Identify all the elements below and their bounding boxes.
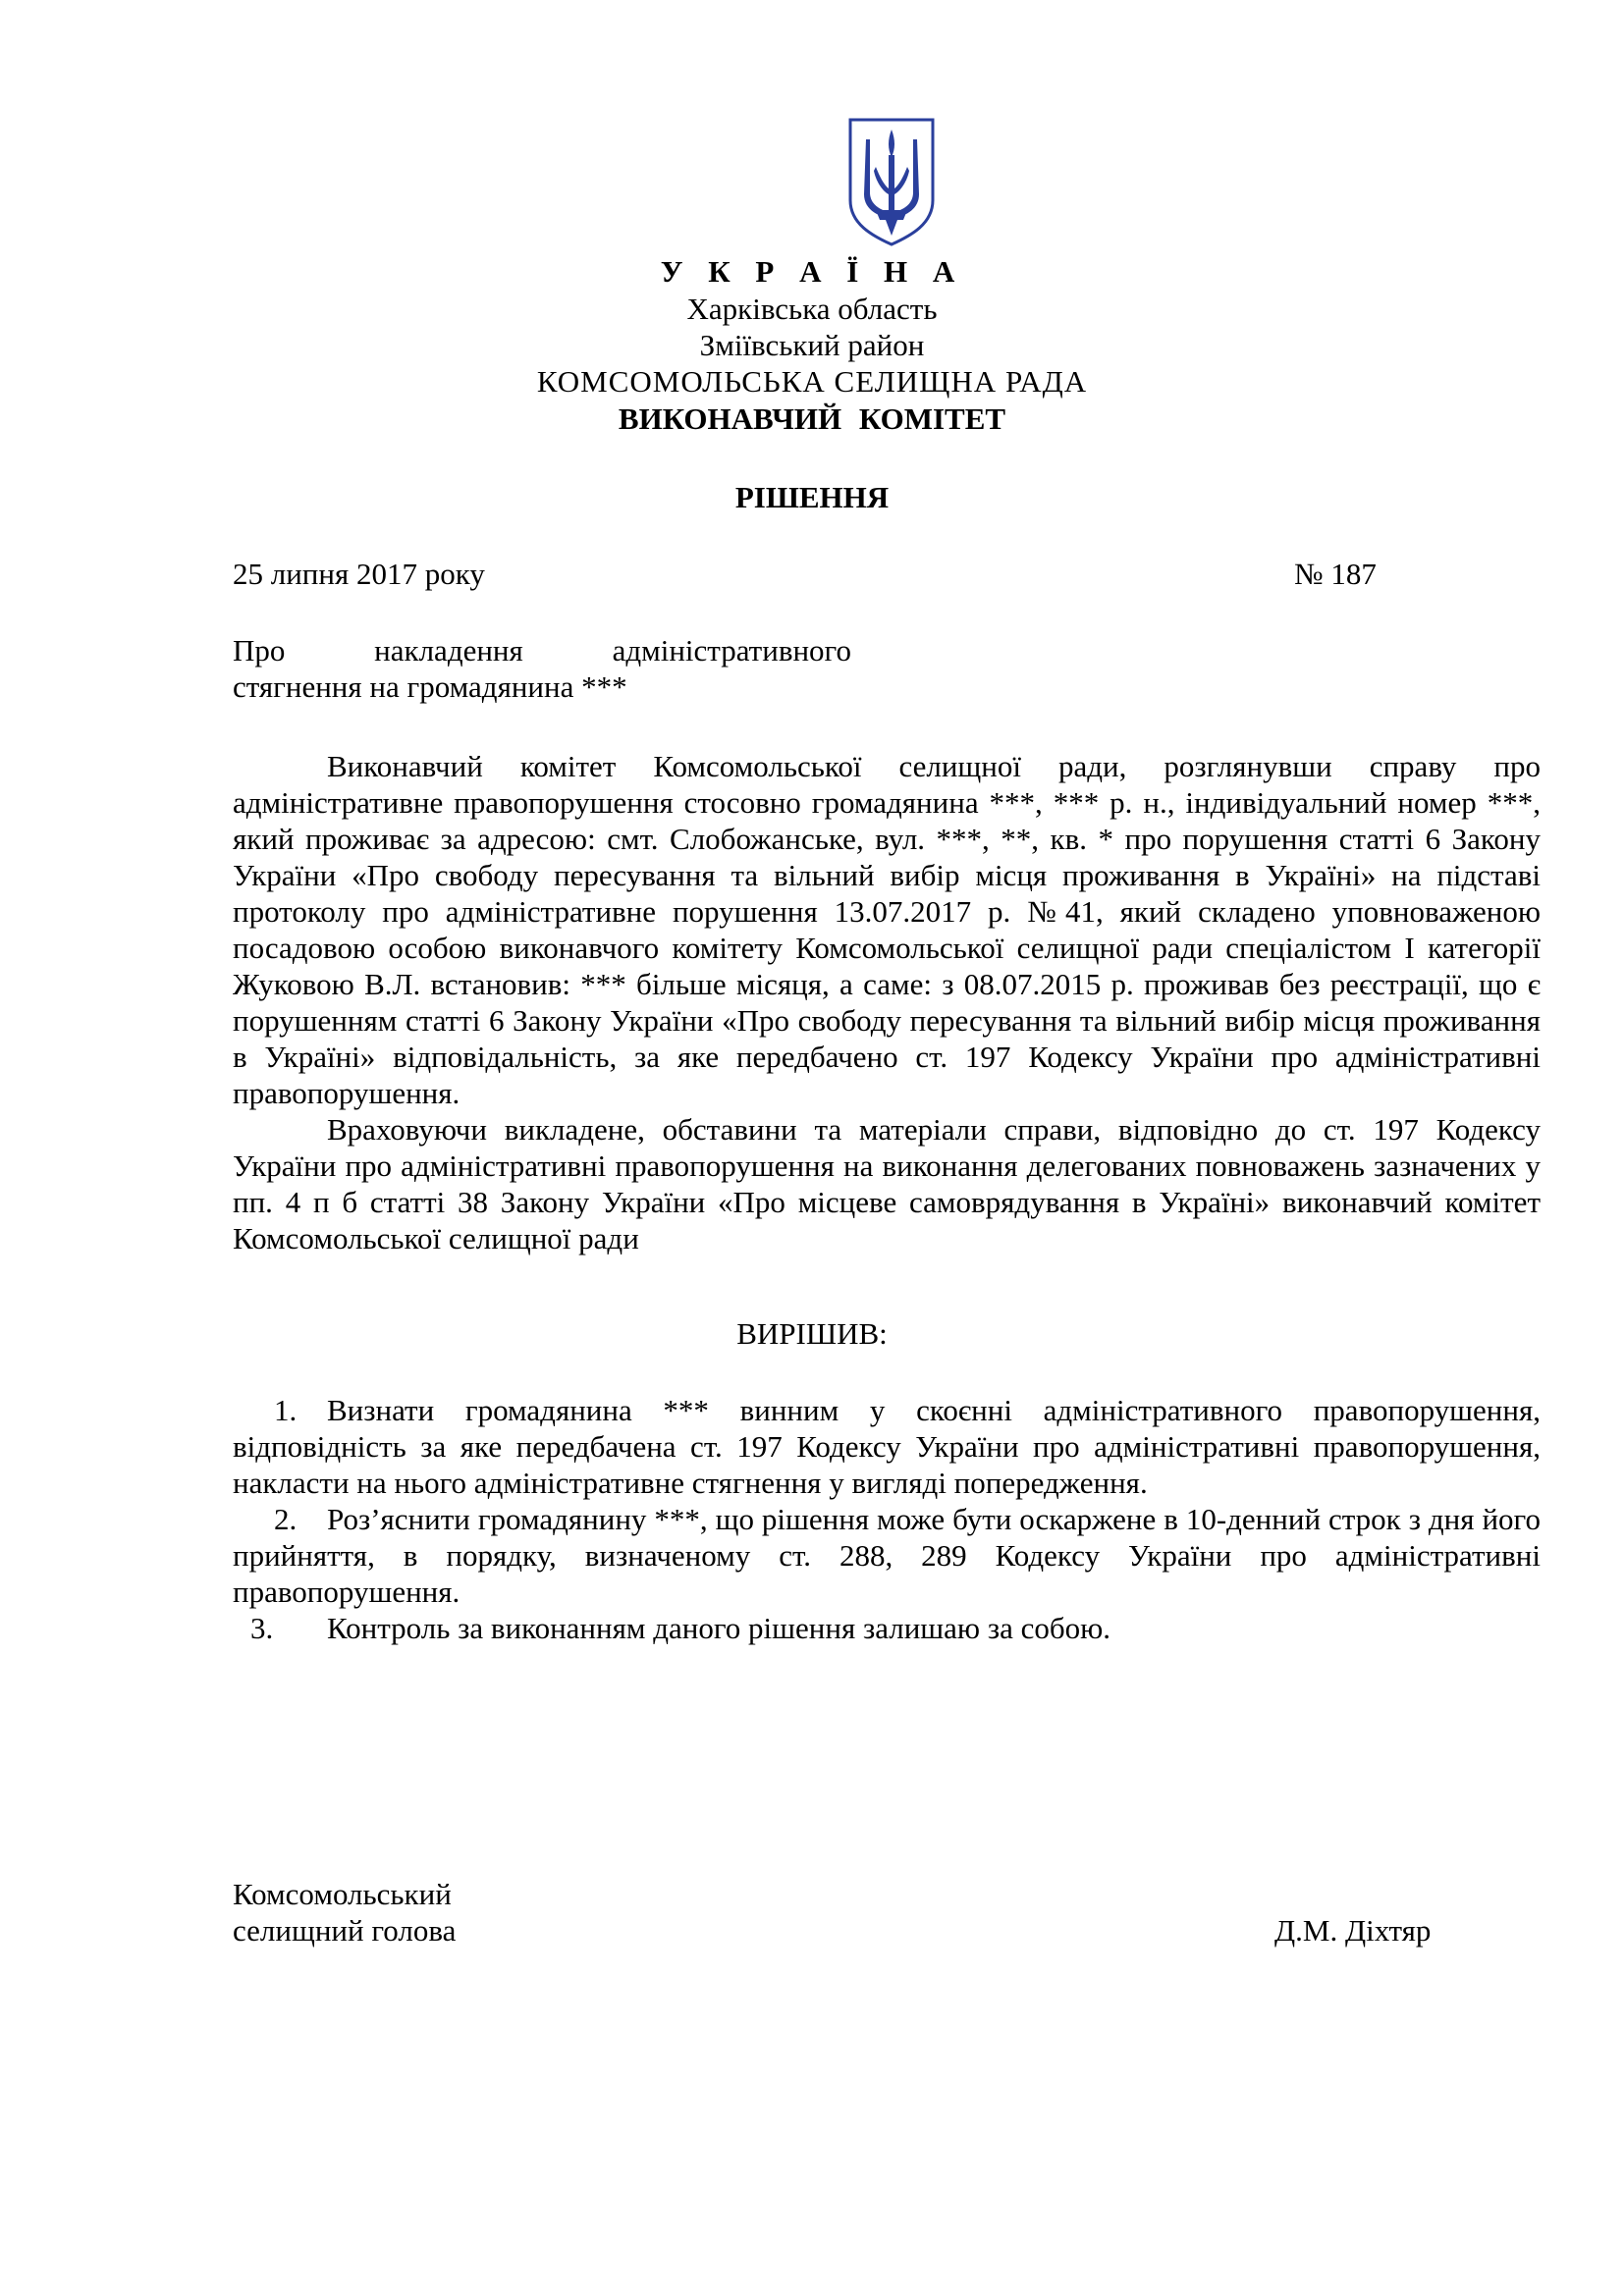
resolution-items	[233, 1392, 1541, 1646]
signatory-name: Д.М. Діхтяр	[1274, 1913, 1432, 1948]
item-number: 3.	[250, 1611, 274, 1645]
resolved-heading: ВИРІШИВ:	[736, 1316, 888, 1351]
decision-date: 25 липня 2017 року	[233, 557, 485, 591]
item-text: Контроль за виконанням даного рішення залишаю за собою.	[327, 1611, 1111, 1645]
raion-line: Зміївський район	[699, 328, 925, 362]
resolution-item	[233, 1501, 1541, 1610]
oblast-line: Харківська область	[686, 292, 938, 326]
subject-line-1: Про накладення адміністративного	[233, 633, 851, 667]
preamble-paragraph-2: Враховуючи викладене, обставини та матеріали справи, відповідно до ст. 197 Кодексу України про адміністративні правопорушення на виконання делегованих повноважень зазначених у пп. 4 п б статті 38 Закону України «Про місцеве самоврядування в Україні» виконавчий комітет Комсомольської селищної ради	[233, 1112, 1541, 1255]
decision-number: № 187	[1294, 557, 1377, 591]
preamble-paragraph-1: Виконавчий комітет Комсомольської селищної ради, розглянувши справу про адміністративне правопорушення стосовно громадянина ***, *** р. н., індивідуальний номер ***, який проживає за адресою: смт. Слобожанське, вул. ***, **, кв. * про порушення статті 6 Закону України «Про свободу пересування та вільний вибір місця проживання в Україні» на підставі протоколу про адміністративне порушення 13.07.2017 р. №41, який складено уповноваженою посадовою особою виконавчого комітету Комсомольської селищної ради спеціалістом І категорії Жуковою В.Л. встановив: *** більше місяця, а саме: з 08.07.2015 р. проживав без реєстрації, що є порушенням статті 6 Закону України «Про свободу пересування та вільний вибір місця проживання в Україні» відповідальність, за яке передбачено ст. 197 Кодексу України про адміністративні правопорушення.	[233, 749, 1541, 1110]
decision-subject	[233, 632, 851, 705]
ukraine-coat-of-arms-icon	[846, 116, 937, 247]
signatory-position	[233, 1876, 456, 1949]
position-line-1: Комсомольський	[233, 1877, 452, 1911]
subject-line-2: стягнення на громадянина ***	[233, 669, 627, 704]
council-line: КОМСОМОЛЬСЬКА СЕЛИЩНА РАДА	[536, 364, 1088, 399]
committee-line: ВИКОНАВЧИЙ КОМІТЕТ	[618, 401, 1006, 436]
item-number: 1.	[274, 1393, 298, 1427]
resolution-item	[233, 1392, 1541, 1501]
decision-body	[233, 748, 1541, 1256]
resolution-item	[233, 1610, 1541, 1646]
item-number: 2.	[274, 1502, 298, 1536]
item-text: Визнати громадянина *** винним у скоєнні адміністративного правопорушення, відповідність за яке передбачена ст. 197 Кодексу України про адміністративні правопорушення, накласти на нього адміністративне стягнення у вигляді попередження.	[233, 1393, 1541, 1500]
country-heading: У К Р А Ї Н А	[660, 254, 964, 289]
document-title: РІШЕННЯ	[734, 480, 890, 514]
position-line-2: селищний голова	[233, 1913, 457, 1948]
item-text: Роз’яснити громадянину ***, що рішення може бути оскаржене в 10-денний строк з дня його прийняття, в порядку, визначеному ст. 288, 289 Кодексу України про адміністративні правопорушення.	[233, 1502, 1541, 1609]
